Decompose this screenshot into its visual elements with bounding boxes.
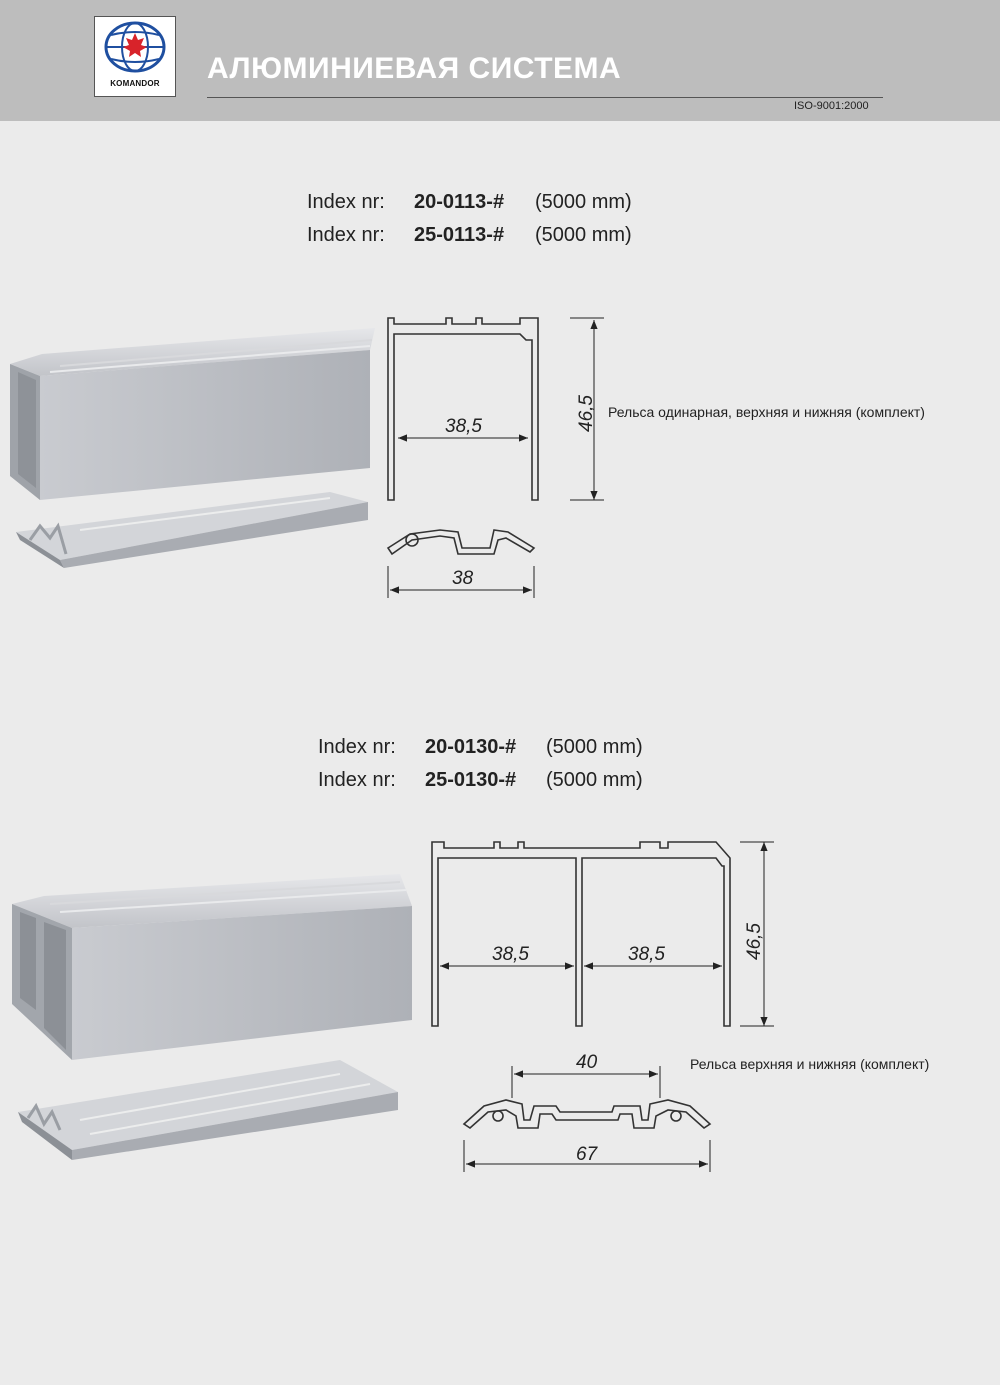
index-number: 25-0113-#	[414, 224, 505, 246]
lower-rail-3d-render	[16, 492, 368, 568]
index-length: (5000 mm)	[546, 736, 643, 758]
logo-text: KOMANDOR	[110, 79, 160, 88]
dimension-label-width: 38,5	[445, 416, 482, 437]
double-upper-profile-section	[432, 842, 730, 1026]
index-number: 20-0130-#	[425, 736, 517, 758]
index-label: Index nr:	[318, 769, 396, 791]
product-description: Рельса одинарная, верхняя и нижняя (комплект)	[608, 404, 925, 420]
page-title: АЛЮМИНИЕВАЯ СИСТЕМА	[207, 52, 622, 85]
dimension-lines	[388, 318, 604, 598]
dimension-label-width-left: 38,5	[492, 944, 529, 965]
iso-certification: ISO-9001:2000	[794, 100, 869, 112]
index-number: 20-0113-#	[414, 191, 505, 213]
index-number: 25-0130-#	[425, 769, 517, 791]
index-length: (5000 mm)	[535, 191, 632, 213]
upper-profile-section	[388, 318, 538, 500]
dimension-label-bottom-inner: 40	[576, 1052, 598, 1073]
index-length: (5000 mm)	[546, 769, 643, 791]
lower-profile-section	[388, 530, 534, 554]
index-label: Index nr:	[318, 736, 396, 758]
double-upper-rail-3d-render	[12, 874, 412, 1060]
double-lower-rail-3d-render	[18, 1060, 398, 1160]
dimension-label-bottom: 38	[452, 568, 474, 589]
product-description: Рельса верхняя и нижняя (комплект)	[690, 1056, 930, 1072]
dimension-label-height: 46,5	[744, 923, 765, 960]
dimension-label-height: 46,5	[576, 395, 597, 432]
index-length: (5000 mm)	[535, 224, 632, 246]
dimension-label-width-right: 38,5	[628, 944, 665, 965]
index-label: Index nr:	[307, 224, 385, 246]
index-label: Index nr:	[307, 191, 385, 213]
dimension-label-bottom-width: 67	[576, 1144, 598, 1165]
double-lower-profile-section	[464, 1100, 710, 1128]
upper-rail-3d-render	[10, 328, 375, 500]
